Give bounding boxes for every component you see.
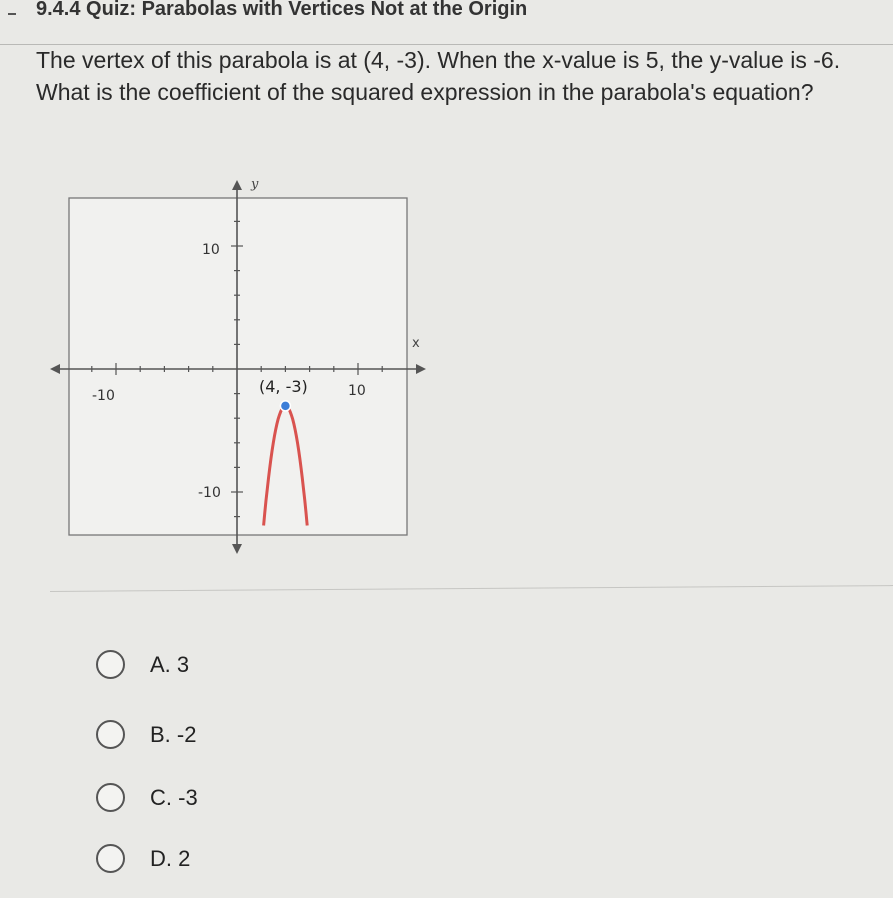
quiz-header — [0, 0, 893, 45]
y-tick-label-10: 10 — [202, 242, 220, 258]
choice-c-text — [150, 785, 198, 811]
choice-a-value: 3 — [176, 651, 190, 677]
choice-b-letter: B. — [150, 721, 171, 747]
x-tick-label-10: 10 — [348, 383, 366, 399]
choice-b-text — [150, 722, 196, 748]
choice-b[interactable] — [96, 720, 196, 749]
quiz-title: 9.4.4 Quiz: Parabolas with Vertices Not at the Origin — [36, 0, 528, 20]
radio-button-d[interactable] — [96, 844, 125, 873]
choice-a-text — [150, 652, 189, 678]
choice-c[interactable] — [96, 783, 198, 812]
choice-d-letter: D. — [150, 845, 172, 871]
x-tick-label-neg10: -10 — [92, 388, 115, 404]
x-axis-arrow-right — [416, 364, 426, 374]
choice-d-text — [150, 846, 190, 872]
y-axis-arrow-up — [232, 180, 242, 190]
vertex-point — [280, 401, 290, 411]
choice-a[interactable] — [96, 650, 189, 679]
choice-a-letter: A. — [150, 651, 171, 677]
graph-svg — [40, 170, 440, 560]
plot-frame — [69, 198, 407, 535]
choice-c-value: -3 — [178, 784, 198, 810]
choice-d-value: 2 — [178, 845, 191, 871]
choice-b-value: -2 — [176, 721, 197, 747]
question-text: The vertex of this parabola is at (4, -3). When the x-value is 5, the y-value is -6. What is the coefficient of the squared expression in the parabola's equation? — [36, 47, 841, 105]
vertex-label: (4, -3) — [259, 377, 308, 396]
radio-button-a[interactable] — [96, 650, 125, 679]
header-dash — [8, 13, 16, 15]
y-axis-label: y — [251, 177, 259, 192]
divider — [50, 585, 893, 592]
x-axis-arrow-left — [50, 364, 60, 374]
x-axis-label: x — [412, 336, 420, 351]
y-tick-label-neg10: -10 — [198, 485, 221, 501]
choice-d[interactable] — [96, 844, 190, 873]
radio-button-c[interactable] — [96, 783, 125, 812]
y-axis-arrow-down — [232, 544, 242, 554]
choice-c-letter: C. — [150, 784, 172, 810]
graph — [40, 170, 440, 560]
radio-button-b[interactable] — [96, 720, 125, 749]
